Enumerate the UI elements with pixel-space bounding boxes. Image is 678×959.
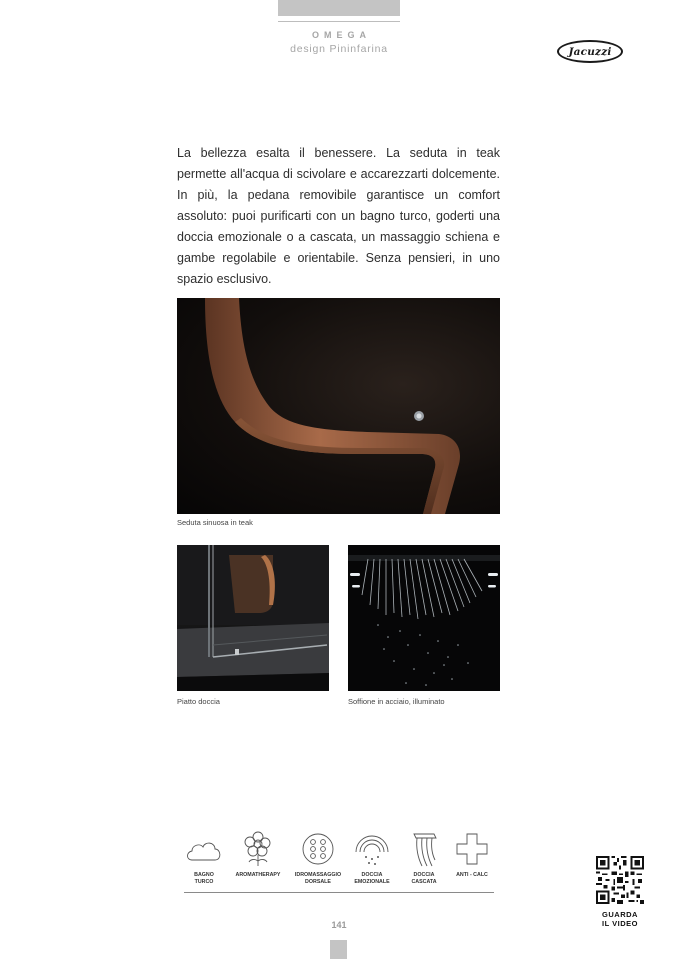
collection-heading <box>238 30 440 55</box>
features-divider <box>184 892 494 893</box>
feature-label-line1: DOCCIA <box>413 872 435 878</box>
feature-bagno-turco <box>176 830 232 885</box>
rain-photo-caption: Soffione in acciaio, illuminato <box>348 697 445 706</box>
feature-anti-calc <box>444 830 500 879</box>
feature-doccia-emozionale <box>344 830 400 885</box>
rainbow-shower-icon <box>352 830 392 868</box>
qr-label <box>588 910 652 928</box>
waterfall-icon <box>404 830 444 868</box>
top-decor-bar <box>278 0 400 16</box>
feature-aromatherapy <box>230 830 286 879</box>
feature-label-line1: ANTI - CALC <box>456 872 488 878</box>
qr-code[interactable] <box>596 856 644 904</box>
tray-photo-caption: Piatto doccia <box>177 697 220 706</box>
collection-name: OMEGA <box>311 30 371 40</box>
page-number: 141 <box>331 920 347 930</box>
main-photo-caption: Seduta sinuosa in teak <box>177 518 253 527</box>
feature-label-line1: DOCCIA <box>361 872 383 878</box>
feature-idromassaggio <box>290 830 346 885</box>
qr-label-line1: GUARDA <box>602 910 638 919</box>
shower-tray-photo <box>177 545 329 691</box>
feature-label-line1: AROMATHERAPY <box>235 872 281 878</box>
jacuzzi-logo <box>557 40 623 63</box>
designer-line: design Pininfarina <box>290 43 388 55</box>
logo-text: Jacuzzi <box>568 45 612 58</box>
feature-label-line2: CASCATA <box>411 878 437 885</box>
flower-icon <box>238 830 278 868</box>
intro-paragraph: La bellezza esalta il benessere. La seduta in teak permette all'acqua di scivolare e accarezzarti dolcemente. In più, la pedana removibile garantisce un comfort assoluto: puoi purificarti con un bagno turco, goderti una doccia emozionale o a cascata, un massaggio schiena e gambe regolabile e orientabile. Senza pensieri, in uno spazio esclusivo. <box>177 146 500 286</box>
features-row <box>180 830 500 890</box>
rain-shower-illustration <box>348 545 500 691</box>
feature-label-line1: IDROMASSAGGIO <box>294 872 342 878</box>
feature-label-line2: EMOZIONALE <box>354 878 390 885</box>
feature-label-line1: BAGNO <box>194 872 214 878</box>
feature-label-line2: DORSALE <box>305 878 331 885</box>
rain-shower-photo <box>348 545 500 691</box>
qr-label-line2: IL VIDEO <box>602 919 638 928</box>
feature-label-line2: TURCO <box>194 878 214 885</box>
shower-tray-illustration <box>177 545 329 691</box>
teak-seat-photo <box>177 298 500 514</box>
cross-icon <box>452 830 492 868</box>
cloud-icon <box>184 830 224 868</box>
teak-seat-illustration <box>177 298 500 514</box>
top-divider <box>278 21 400 22</box>
bottom-decor-bar <box>330 940 347 959</box>
jets-icon <box>298 830 338 868</box>
